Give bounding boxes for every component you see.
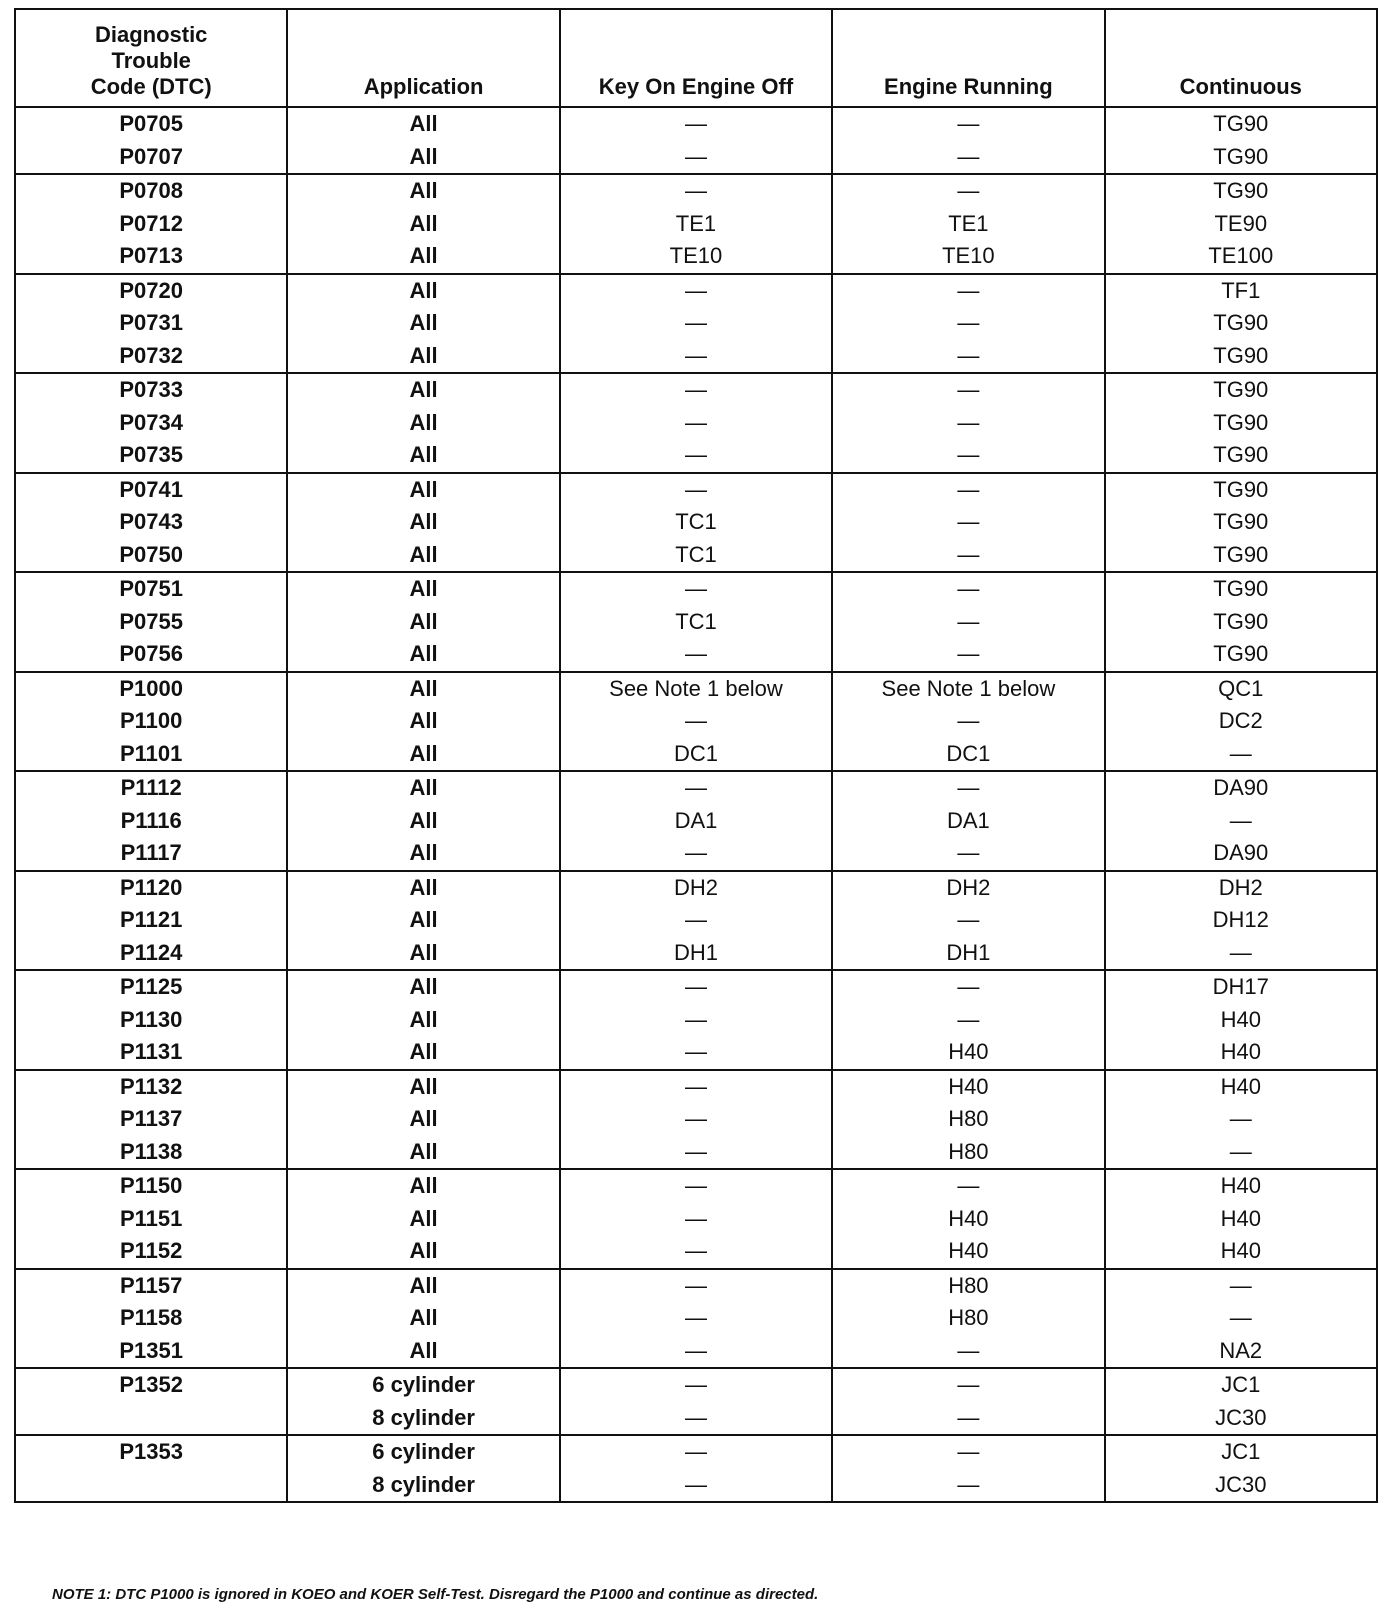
koeo-cell: — xyxy=(560,1103,832,1136)
table-row xyxy=(15,904,1377,937)
koeo-cell: — xyxy=(560,1368,832,1402)
koeo-cell: — xyxy=(560,1036,832,1070)
engine-running-cell: — xyxy=(832,107,1104,141)
dtc-code-cell: P1157 xyxy=(15,1269,287,1303)
table-row xyxy=(15,771,1377,805)
table-row xyxy=(15,174,1377,208)
application-cell: All xyxy=(287,1136,559,1170)
table-row xyxy=(15,373,1377,407)
application-cell: All xyxy=(287,208,559,241)
koeo-cell: — xyxy=(560,1335,832,1369)
dtc-code-cell: P0751 xyxy=(15,572,287,606)
koeo-cell: DH2 xyxy=(560,871,832,905)
code-group xyxy=(15,174,1377,274)
dtc-code-cell: P1131 xyxy=(15,1036,287,1070)
continuous-cell: JC1 xyxy=(1105,1435,1377,1469)
engine-running-cell: — xyxy=(832,1435,1104,1469)
engine-running-cell: — xyxy=(832,970,1104,1004)
application-cell: All xyxy=(287,407,559,440)
table-row xyxy=(15,1203,1377,1236)
koeo-cell: TC1 xyxy=(560,506,832,539)
application-cell: All xyxy=(287,1269,559,1303)
dtc-code-cell: P0708 xyxy=(15,174,287,208)
code-group xyxy=(15,107,1377,174)
application-cell: All xyxy=(287,837,559,871)
application-cell: All xyxy=(287,1103,559,1136)
continuous-cell: QC1 xyxy=(1105,672,1377,706)
continuous-cell: H40 xyxy=(1105,1036,1377,1070)
dtc-code-cell: P1150 xyxy=(15,1169,287,1203)
dtc-code-cell: P1138 xyxy=(15,1136,287,1170)
continuous-cell: NA2 xyxy=(1105,1335,1377,1369)
engine-running-cell: — xyxy=(832,606,1104,639)
application-cell: All xyxy=(287,1036,559,1070)
engine-running-cell: H40 xyxy=(832,1070,1104,1104)
continuous-cell: TG90 xyxy=(1105,473,1377,507)
engine-running-cell: — xyxy=(832,904,1104,937)
footnote: NOTE 1: DTC P1000 is ignored in KOEO and KOER Self-Test. Disregard the P1000 and continue as directed. xyxy=(52,1586,819,1603)
engine-running-cell: H40 xyxy=(832,1203,1104,1236)
engine-running-cell: — xyxy=(832,1402,1104,1436)
application-cell: All xyxy=(287,1070,559,1104)
code-group xyxy=(15,373,1377,473)
continuous-cell: DH2 xyxy=(1105,871,1377,905)
application-cell: All xyxy=(287,1004,559,1037)
engine-running-cell: — xyxy=(832,837,1104,871)
table-row xyxy=(15,705,1377,738)
application-cell: 8 cylinder xyxy=(287,1402,559,1436)
koeo-cell: — xyxy=(560,904,832,937)
koeo-cell: — xyxy=(560,1136,832,1170)
dtc-code-cell: P1351 xyxy=(15,1335,287,1369)
application-cell: All xyxy=(287,1302,559,1335)
engine-running-cell: — xyxy=(832,473,1104,507)
dtc-code-cell xyxy=(15,1469,287,1503)
table-row xyxy=(15,307,1377,340)
application-cell: All xyxy=(287,937,559,971)
continuous-cell: TG90 xyxy=(1105,340,1377,374)
table-row xyxy=(15,805,1377,838)
koeo-cell: — xyxy=(560,107,832,141)
engine-running-cell: H80 xyxy=(832,1302,1104,1335)
koeo-cell: See Note 1 below xyxy=(560,672,832,706)
table-row xyxy=(15,1103,1377,1136)
application-cell: All xyxy=(287,805,559,838)
dtc-code-cell: P1100 xyxy=(15,705,287,738)
engine-running-cell: — xyxy=(832,373,1104,407)
table-row xyxy=(15,208,1377,241)
engine-running-cell: H80 xyxy=(832,1136,1104,1170)
table-row xyxy=(15,1469,1377,1503)
table-row xyxy=(15,107,1377,141)
continuous-cell: DC2 xyxy=(1105,705,1377,738)
engine-running-cell: — xyxy=(832,274,1104,308)
application-cell: All xyxy=(287,970,559,1004)
header-engine-running: Engine Running xyxy=(832,9,1104,107)
koeo-cell: — xyxy=(560,970,832,1004)
continuous-cell: DA90 xyxy=(1105,771,1377,805)
koeo-cell: DH1 xyxy=(560,937,832,971)
dtc-code-cell: P1158 xyxy=(15,1302,287,1335)
code-group xyxy=(15,871,1377,971)
continuous-cell: TG90 xyxy=(1105,606,1377,639)
engine-running-cell: H80 xyxy=(832,1103,1104,1136)
koeo-cell: — xyxy=(560,274,832,308)
koeo-cell: — xyxy=(560,373,832,407)
koeo-cell: — xyxy=(560,1004,832,1037)
koeo-cell: — xyxy=(560,141,832,175)
continuous-cell: TG90 xyxy=(1105,141,1377,175)
continuous-cell: DA90 xyxy=(1105,837,1377,871)
application-cell: All xyxy=(287,871,559,905)
engine-running-cell: DA1 xyxy=(832,805,1104,838)
dtc-code-cell: P0756 xyxy=(15,638,287,672)
application-cell: 6 cylinder xyxy=(287,1368,559,1402)
koeo-cell: — xyxy=(560,1203,832,1236)
koeo-cell: — xyxy=(560,705,832,738)
dtc-code-cell: P0741 xyxy=(15,473,287,507)
application-cell: All xyxy=(287,506,559,539)
table-row xyxy=(15,672,1377,706)
dtc-code-cell xyxy=(15,1402,287,1436)
dtc-code-cell: P0731 xyxy=(15,307,287,340)
dtc-code-cell: P0707 xyxy=(15,141,287,175)
dtc-code-cell: P1132 xyxy=(15,1070,287,1104)
engine-running-cell: DC1 xyxy=(832,738,1104,772)
continuous-cell: TG90 xyxy=(1105,373,1377,407)
application-cell: All xyxy=(287,439,559,473)
continuous-cell: DH17 xyxy=(1105,970,1377,1004)
continuous-cell: TG90 xyxy=(1105,107,1377,141)
engine-running-cell: DH2 xyxy=(832,871,1104,905)
continuous-cell: TF1 xyxy=(1105,274,1377,308)
engine-running-cell: — xyxy=(832,1169,1104,1203)
code-group xyxy=(15,1169,1377,1269)
table-row xyxy=(15,1036,1377,1070)
continuous-cell: — xyxy=(1105,1136,1377,1170)
dtc-code-cell: P1151 xyxy=(15,1203,287,1236)
table-row xyxy=(15,738,1377,772)
dtc-code-cell: P1137 xyxy=(15,1103,287,1136)
application-cell: All xyxy=(287,274,559,308)
engine-running-cell: — xyxy=(832,407,1104,440)
dtc-code-cell: P0720 xyxy=(15,274,287,308)
header-dtc-line2: Trouble xyxy=(111,48,191,73)
continuous-cell: H40 xyxy=(1105,1070,1377,1104)
continuous-cell: TE100 xyxy=(1105,240,1377,274)
continuous-cell: — xyxy=(1105,1269,1377,1303)
continuous-cell: — xyxy=(1105,805,1377,838)
engine-running-cell: TE10 xyxy=(832,240,1104,274)
table-row xyxy=(15,606,1377,639)
koeo-cell: DA1 xyxy=(560,805,832,838)
koeo-cell: — xyxy=(560,1169,832,1203)
dtc-code-cell: P1124 xyxy=(15,937,287,971)
continuous-cell: TG90 xyxy=(1105,506,1377,539)
koeo-cell: — xyxy=(560,1469,832,1503)
table-row xyxy=(15,439,1377,473)
table-row xyxy=(15,1169,1377,1203)
application-cell: 8 cylinder xyxy=(287,1469,559,1503)
koeo-cell: TC1 xyxy=(560,539,832,573)
engine-running-cell: — xyxy=(832,439,1104,473)
engine-running-cell: — xyxy=(832,771,1104,805)
application-cell: All xyxy=(287,904,559,937)
dtc-code-cell: P1117 xyxy=(15,837,287,871)
application-cell: All xyxy=(287,307,559,340)
dtc-code-cell: P1353 xyxy=(15,1435,287,1469)
dtc-code-cell: P0735 xyxy=(15,439,287,473)
engine-running-cell: — xyxy=(832,141,1104,175)
table-row xyxy=(15,1004,1377,1037)
koeo-cell: — xyxy=(560,572,832,606)
table-row xyxy=(15,539,1377,573)
header-dtc-line3: Code (DTC) xyxy=(90,74,212,99)
table-row xyxy=(15,1335,1377,1369)
table-row xyxy=(15,1302,1377,1335)
code-group xyxy=(15,1070,1377,1170)
continuous-cell: H40 xyxy=(1105,1169,1377,1203)
engine-running-cell: — xyxy=(832,539,1104,573)
header-dtc xyxy=(15,9,287,107)
continuous-cell: — xyxy=(1105,738,1377,772)
dtc-code-cell: P1121 xyxy=(15,904,287,937)
continuous-cell: TG90 xyxy=(1105,407,1377,440)
engine-running-cell: — xyxy=(832,638,1104,672)
table-row xyxy=(15,274,1377,308)
application-cell: All xyxy=(287,240,559,274)
koeo-cell: — xyxy=(560,837,832,871)
application-cell: All xyxy=(287,638,559,672)
engine-running-cell: — xyxy=(832,572,1104,606)
dtc-code-cell: P0732 xyxy=(15,340,287,374)
dtc-code-cell: P0705 xyxy=(15,107,287,141)
dtc-code-cell: P1352 xyxy=(15,1368,287,1402)
table-row xyxy=(15,1136,1377,1170)
table-row xyxy=(15,340,1377,374)
koeo-cell: — xyxy=(560,439,832,473)
table-row xyxy=(15,572,1377,606)
engine-running-cell: — xyxy=(832,1469,1104,1503)
engine-running-cell: H40 xyxy=(832,1036,1104,1070)
header-application: Application xyxy=(287,9,559,107)
dtc-code-cell: P0743 xyxy=(15,506,287,539)
table-row xyxy=(15,937,1377,971)
code-group xyxy=(15,274,1377,374)
engine-running-cell: — xyxy=(832,307,1104,340)
koeo-cell: — xyxy=(560,340,832,374)
engine-running-cell: — xyxy=(832,1335,1104,1369)
engine-running-cell: — xyxy=(832,174,1104,208)
engine-running-cell: — xyxy=(832,1004,1104,1037)
table-row xyxy=(15,1269,1377,1303)
koeo-cell: DC1 xyxy=(560,738,832,772)
dtc-test-table xyxy=(14,8,1378,1503)
application-cell: All xyxy=(287,1169,559,1203)
application-cell: All xyxy=(287,572,559,606)
table-row xyxy=(15,970,1377,1004)
header-koeo: Key On Engine Off xyxy=(560,9,832,107)
application-cell: 6 cylinder xyxy=(287,1435,559,1469)
application-cell: All xyxy=(287,473,559,507)
dtc-code-cell: P0750 xyxy=(15,539,287,573)
table-row xyxy=(15,1435,1377,1469)
code-group xyxy=(15,672,1377,772)
koeo-cell: — xyxy=(560,1269,832,1303)
continuous-cell: — xyxy=(1105,1302,1377,1335)
application-cell: All xyxy=(287,107,559,141)
code-group xyxy=(15,970,1377,1070)
table-row xyxy=(15,407,1377,440)
application-cell: All xyxy=(287,174,559,208)
continuous-cell: H40 xyxy=(1105,1235,1377,1269)
application-cell: All xyxy=(287,141,559,175)
table-header xyxy=(15,9,1377,107)
application-cell: All xyxy=(287,606,559,639)
table-row xyxy=(15,871,1377,905)
koeo-cell: — xyxy=(560,1070,832,1104)
koeo-cell: TE1 xyxy=(560,208,832,241)
engine-running-cell: H40 xyxy=(832,1235,1104,1269)
dtc-code-cell: P1116 xyxy=(15,805,287,838)
dtc-code-cell: P1000 xyxy=(15,672,287,706)
dtc-code-cell: P0712 xyxy=(15,208,287,241)
table-row xyxy=(15,837,1377,871)
header-dtc-line1: Diagnostic xyxy=(94,22,208,47)
koeo-cell: — xyxy=(560,1435,832,1469)
table-row xyxy=(15,1368,1377,1402)
code-group xyxy=(15,1435,1377,1502)
application-cell: All xyxy=(287,539,559,573)
table-row xyxy=(15,1402,1377,1436)
dtc-code-cell: P1125 xyxy=(15,970,287,1004)
engine-running-cell: See Note 1 below xyxy=(832,672,1104,706)
continuous-cell: — xyxy=(1105,1103,1377,1136)
dtc-code-cell: P1120 xyxy=(15,871,287,905)
continuous-cell: JC30 xyxy=(1105,1402,1377,1436)
koeo-cell: — xyxy=(560,1302,832,1335)
koeo-cell: — xyxy=(560,174,832,208)
application-cell: All xyxy=(287,373,559,407)
dtc-code-cell: P1130 xyxy=(15,1004,287,1037)
dtc-code-cell: P0713 xyxy=(15,240,287,274)
table-row xyxy=(15,1235,1377,1269)
dtc-code-cell: P0733 xyxy=(15,373,287,407)
table-row xyxy=(15,240,1377,274)
application-cell: All xyxy=(287,672,559,706)
koeo-cell: TC1 xyxy=(560,606,832,639)
table-row xyxy=(15,1070,1377,1104)
application-cell: All xyxy=(287,1335,559,1369)
continuous-cell: TG90 xyxy=(1105,439,1377,473)
engine-running-cell: — xyxy=(832,705,1104,738)
koeo-cell: TE10 xyxy=(560,240,832,274)
continuous-cell: H40 xyxy=(1105,1004,1377,1037)
engine-running-cell: H80 xyxy=(832,1269,1104,1303)
engine-running-cell: — xyxy=(832,340,1104,374)
continuous-cell: TG90 xyxy=(1105,572,1377,606)
koeo-cell: — xyxy=(560,407,832,440)
application-cell: All xyxy=(287,1235,559,1269)
continuous-cell: DH12 xyxy=(1105,904,1377,937)
application-cell: All xyxy=(287,738,559,772)
dtc-code-cell: P0755 xyxy=(15,606,287,639)
code-group xyxy=(15,1368,1377,1435)
engine-running-cell: — xyxy=(832,1368,1104,1402)
table-row xyxy=(15,506,1377,539)
code-group xyxy=(15,1269,1377,1369)
koeo-cell: — xyxy=(560,1235,832,1269)
koeo-cell: — xyxy=(560,1402,832,1436)
application-cell: All xyxy=(287,705,559,738)
dtc-code-cell: P1112 xyxy=(15,771,287,805)
code-group xyxy=(15,771,1377,871)
code-group xyxy=(15,473,1377,573)
continuous-cell: — xyxy=(1105,937,1377,971)
dtc-code-cell: P1152 xyxy=(15,1235,287,1269)
continuous-cell: TE90 xyxy=(1105,208,1377,241)
dtc-code-cell: P1101 xyxy=(15,738,287,772)
koeo-cell: — xyxy=(560,473,832,507)
table-row xyxy=(15,638,1377,672)
table-row xyxy=(15,473,1377,507)
continuous-cell: TG90 xyxy=(1105,638,1377,672)
engine-running-cell: DH1 xyxy=(832,937,1104,971)
application-cell: All xyxy=(287,771,559,805)
continuous-cell: TG90 xyxy=(1105,307,1377,340)
application-cell: All xyxy=(287,1203,559,1236)
continuous-cell: TG90 xyxy=(1105,174,1377,208)
application-cell: All xyxy=(287,340,559,374)
engine-running-cell: TE1 xyxy=(832,208,1104,241)
continuous-cell: JC30 xyxy=(1105,1469,1377,1503)
dtc-code-cell: P0734 xyxy=(15,407,287,440)
code-group xyxy=(15,572,1377,672)
continuous-cell: TG90 xyxy=(1105,539,1377,573)
koeo-cell: — xyxy=(560,771,832,805)
engine-running-cell: — xyxy=(832,506,1104,539)
continuous-cell: JC1 xyxy=(1105,1368,1377,1402)
header-continuous: Continuous xyxy=(1105,9,1377,107)
koeo-cell: — xyxy=(560,307,832,340)
koeo-cell: — xyxy=(560,638,832,672)
table-row xyxy=(15,141,1377,175)
continuous-cell: H40 xyxy=(1105,1203,1377,1236)
